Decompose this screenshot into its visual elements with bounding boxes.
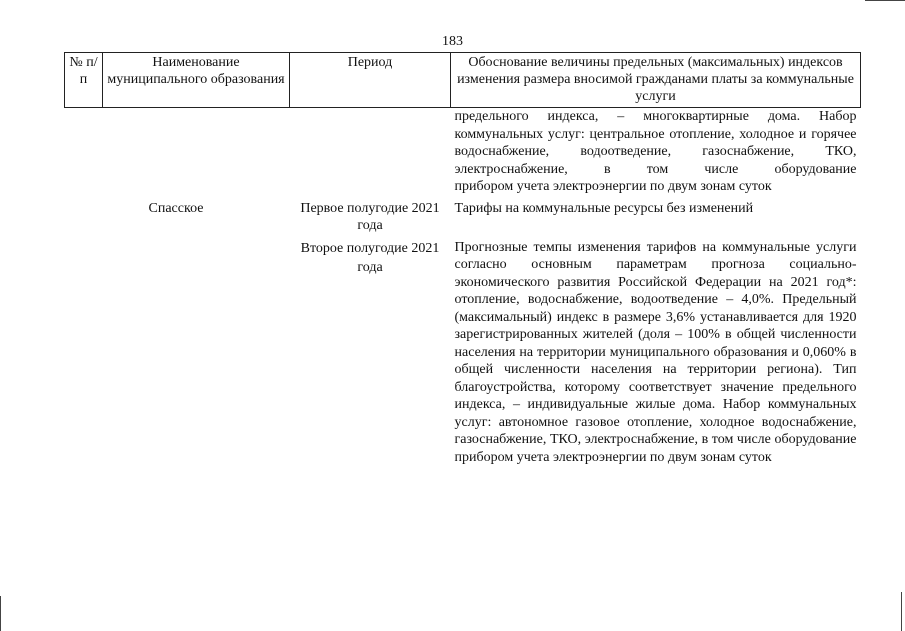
period-second-half: Второе полугодие 2021 года	[300, 240, 440, 275]
cell-empty-period	[290, 108, 451, 196]
table-row-first-half	[65, 196, 861, 234]
continuation-last-line: прибором учета электроэнергии по двум зонам суток	[454, 179, 772, 194]
header-row	[65, 53, 861, 108]
table-body	[65, 108, 861, 467]
tariff-index-table	[64, 52, 861, 466]
continuation-line: горячее водоснабжение, водоотведение, газоснабжение,	[454, 126, 857, 159]
continuation-text	[451, 108, 861, 196]
scan-edge-mark	[0, 596, 1, 631]
header-municipality: Наименование муниципального образования	[103, 53, 290, 108]
continuation-line: ТКО, электроснабжение, в том числе оборудование	[454, 144, 857, 177]
continuation-line: предельного индекса, – многоквартирные дома. Набор	[454, 109, 857, 124]
cell-num	[65, 196, 103, 234]
table-row-second-half	[65, 234, 861, 467]
cell-name-empty	[103, 234, 290, 467]
table-header	[65, 53, 861, 108]
cell-num	[65, 234, 103, 467]
justification-first-half: Тарифы на коммунальные ресурсы без изменений	[454, 200, 754, 216]
header-period: Период	[290, 53, 451, 108]
header-justification: Обоснование величины предельных (максимальных) индексов изменения размера вносимой гражданами платы за коммунальные услуги	[451, 53, 861, 108]
scan-edge-mark	[865, 0, 905, 1]
municipality-name: Спасское	[148, 200, 204, 216]
period-first-half: Первое полугодие 2021 года	[300, 200, 440, 233]
scan-edge-mark	[901, 592, 902, 631]
justification-second-half: Прогнозные темпы изменения тарифов на коммунальные услуги согласно основным параметрам прогноза социально-экономического развития Российской Федерации на 2021 год*: отопление, водоснабжение, водоотведение – 4,0%. Предельный (максимальный) индекс в размере 3,6% устанавливается для 1920 зарегистрированных жителей (доля – 100% в общей численности населения на территории муниципального образования и 0,060% в общей численности населения на территории региона). Тип благоустройства, которому соответствует значение предельного индекса, – индивидуальные жилые дома. Набор коммунальных услуг: автономное газовое отопление, холодное водоснабжение, газоснабжение, ТКО, электроснабжение, в том числе оборудование прибором учета электроэнергии по двум зонам суток	[454, 239, 857, 465]
table-row-continuation	[65, 108, 861, 196]
page-number: 183	[442, 34, 463, 49]
cell-empty-name	[103, 108, 290, 196]
cell-empty-num	[65, 108, 103, 196]
header-number: № п/п	[65, 53, 103, 108]
continuation-line: коммунальных услуг: центральное отопление, холодное и	[454, 126, 807, 142]
